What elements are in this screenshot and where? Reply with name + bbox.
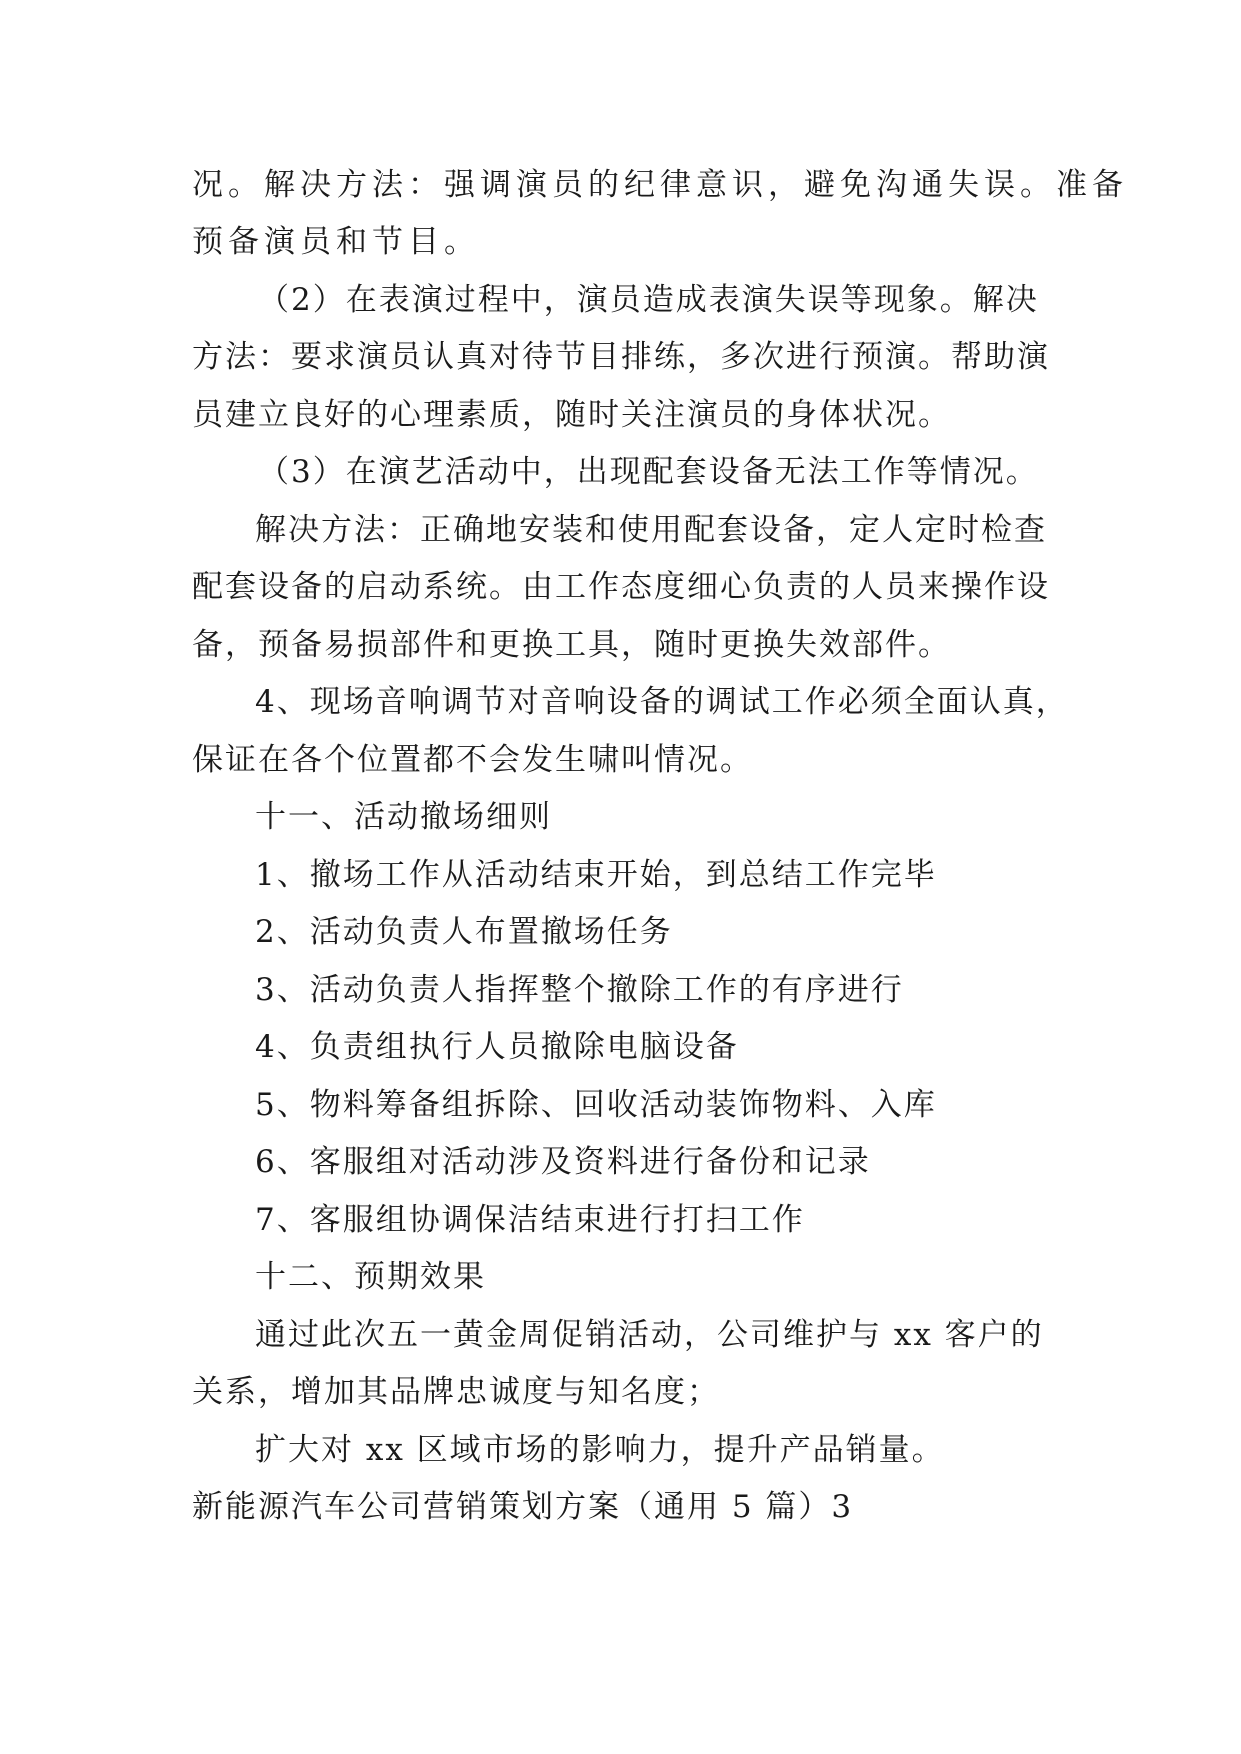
body-line: （2）在表演过程中，演员造成表演失误等现象。解决 [258,282,1039,318]
body-line: 解决方法：正确地安装和使用配套设备，定人定时检查 [255,512,1047,548]
section-heading: 十二、预期效果 [255,1259,486,1295]
document-title-line: 新能源汽车公司营销策划方案（通用 5 篇）3 [192,1489,854,1525]
list-item: 6、客服组对活动涉及资料进行备份和记录 [255,1144,871,1180]
body-line: 配套设备的启动系统。由工作态度细心负责的人员来操作设 [192,569,1050,605]
list-item: 2、活动负责人布置撤场任务 [255,914,673,950]
body-line: 通过此次五一黄金周促销活动，公司维护与 xx 客户的 [255,1317,1044,1353]
list-item: 1、撤场工作从活动结束开始，到总结工作完毕 [255,857,937,893]
list-item: 4、负责组执行人员撤除电脑设备 [255,1029,739,1065]
body-line: 备，预备易损部件和更换工具，随时更换失效部件。 [192,627,951,663]
body-line: 况。解决方法：强调演员的纪律意识，避免沟通失误。准备 [192,167,1128,203]
list-item: 3、活动负责人指挥整个撤除工作的有序进行 [255,972,904,1008]
body-line: 方法：要求演员认真对待节目排练，多次进行预演。帮助演 [192,339,1050,375]
list-item: 5、物料筹备组拆除、回收活动装饰物料、入库 [255,1087,937,1123]
body-line: 扩大对 xx 区域市场的影响力，提升产品销量。 [255,1432,945,1468]
body-line: 员建立良好的心理素质，随时关注演员的身体状况。 [192,397,951,433]
body-line: 保证在各个位置都不会发生啸叫情况。 [192,742,753,778]
body-line: 4、现场音响调节对音响设备的调试工作必须全面认真， [255,684,1069,720]
body-line: （3）在演艺活动中，出现配套设备无法工作等情况。 [258,454,1039,490]
section-heading: 十一、活动撤场细则 [255,799,552,835]
body-line: 关系，增加其品牌忠诚度与知名度； [192,1374,720,1410]
list-item: 7、客服组协调保洁结束进行打扫工作 [255,1202,805,1238]
body-line: 预备演员和节目。 [192,224,480,260]
